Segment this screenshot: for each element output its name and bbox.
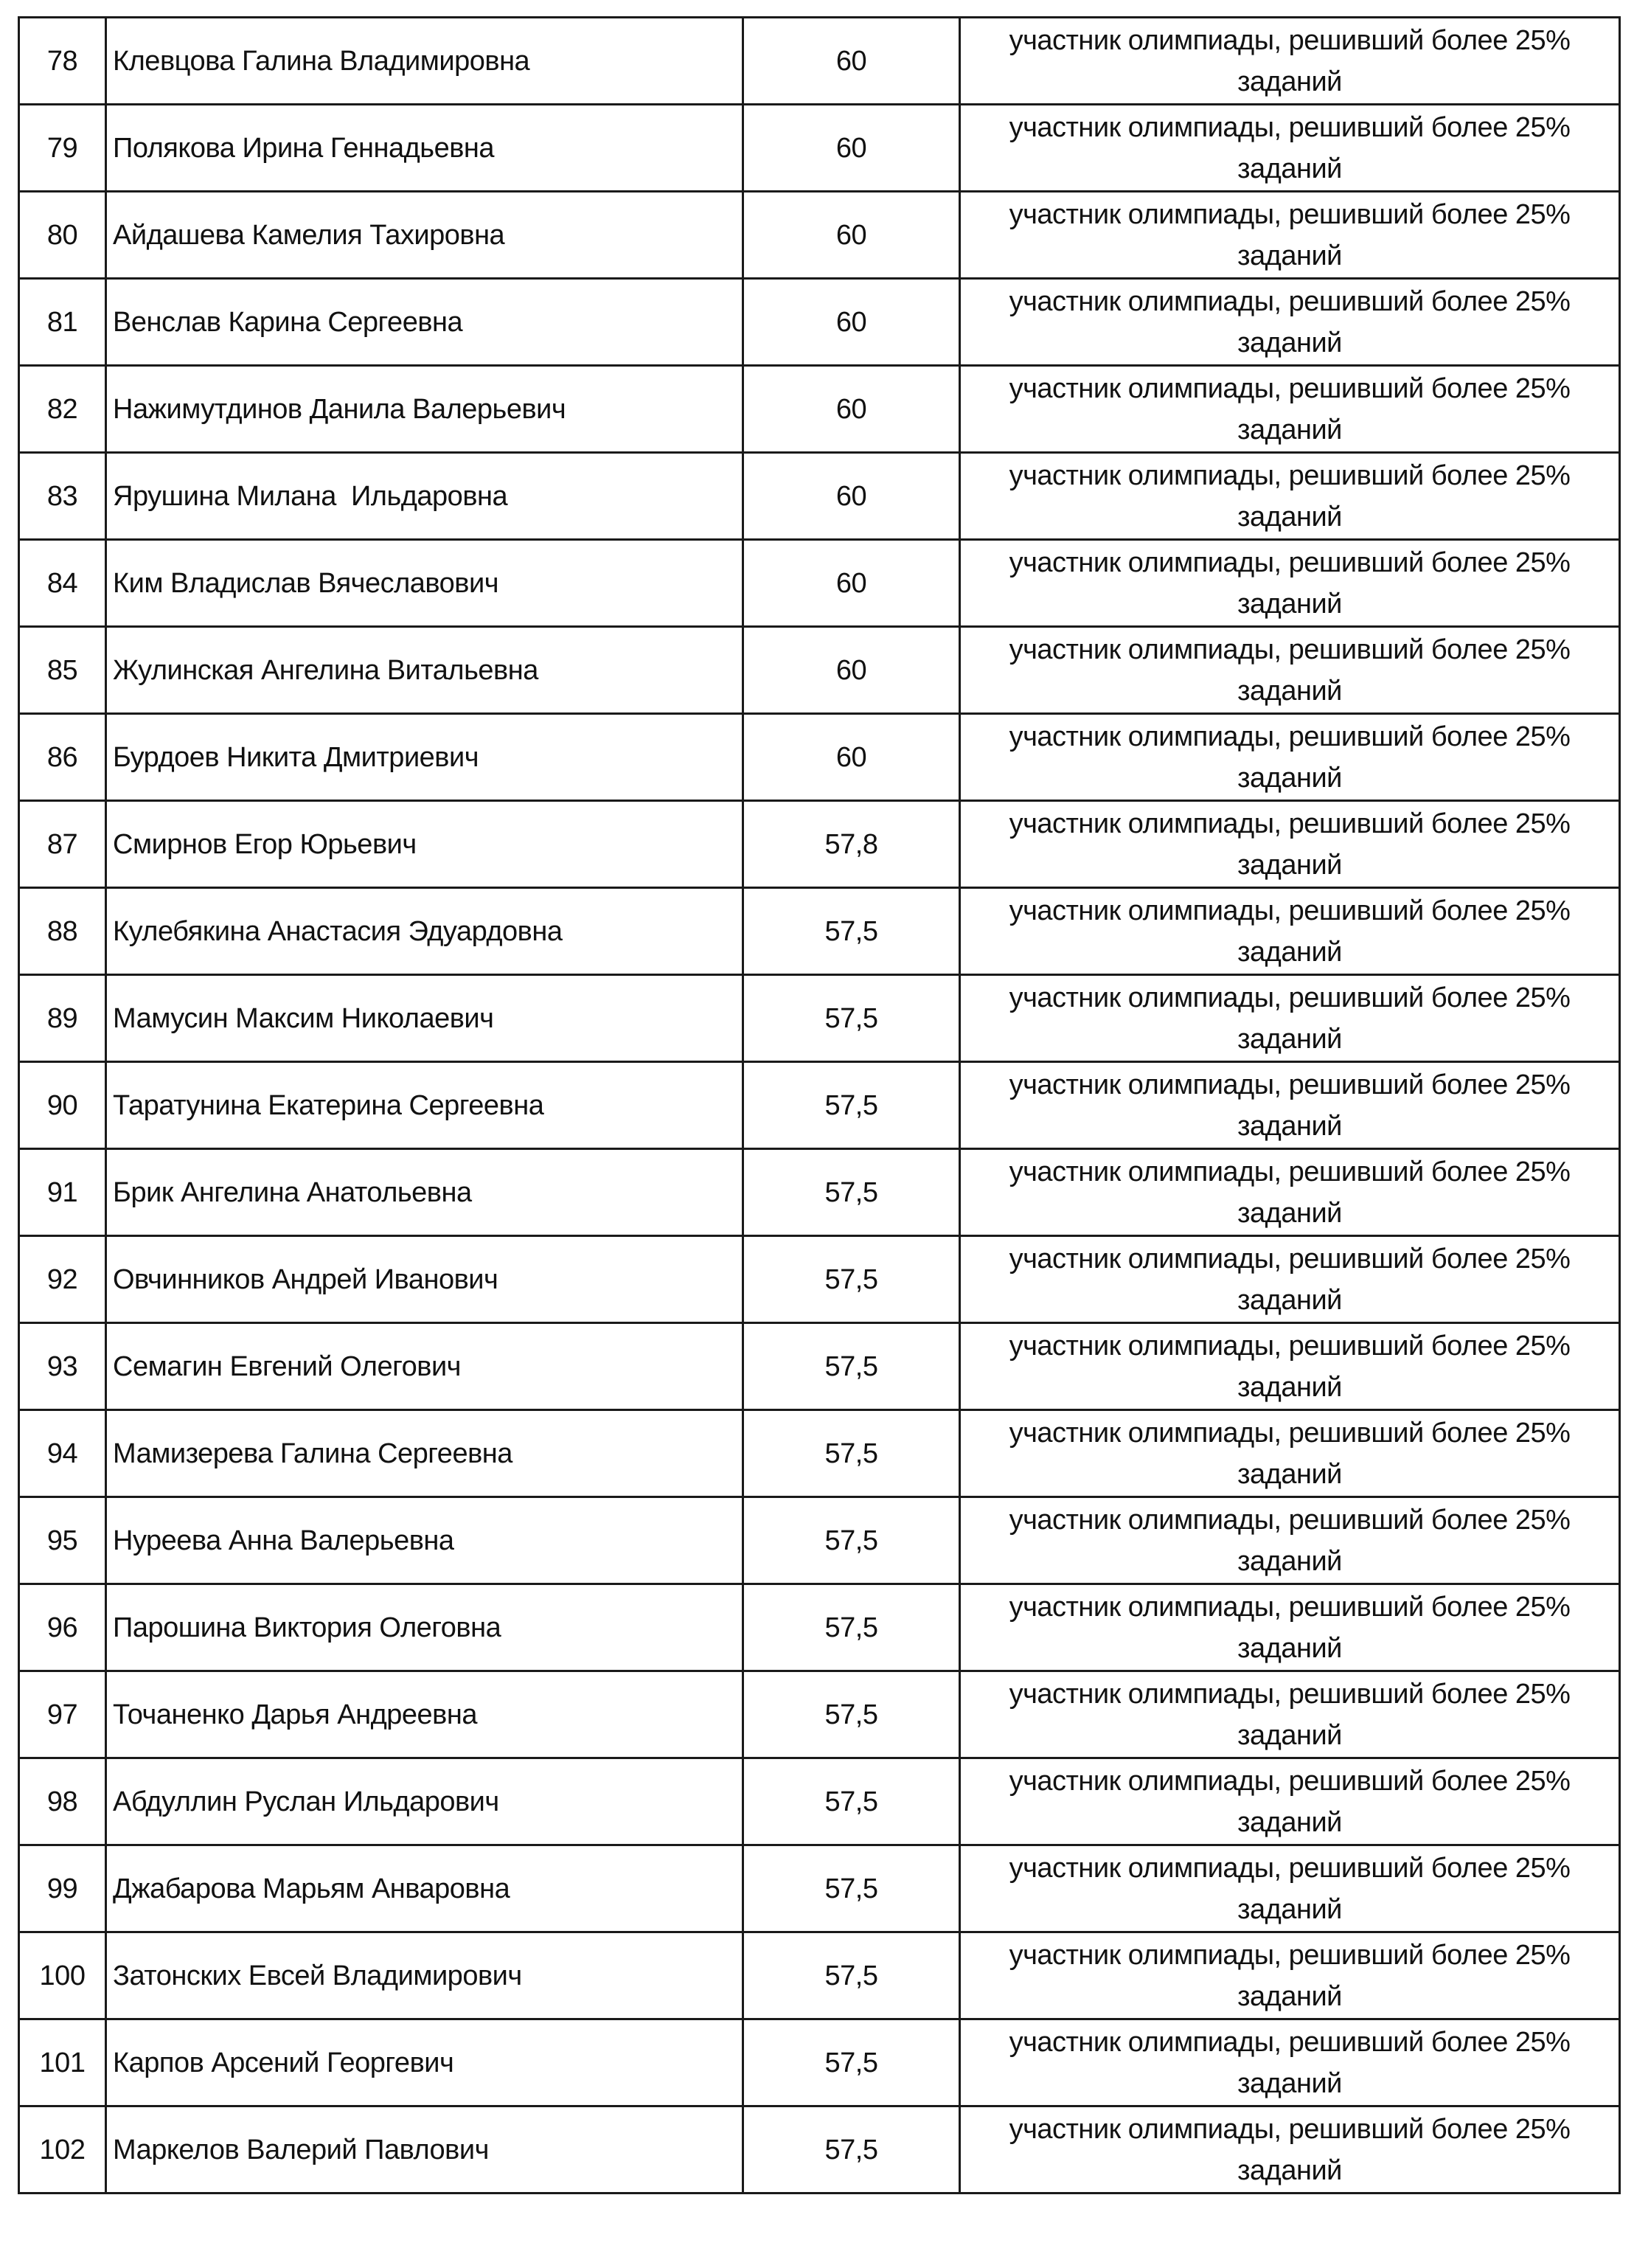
status-line-1: участник олимпиады, решивший более 25% xyxy=(1009,1591,1571,1623)
participant-name: Мамусин Максим Николаевич xyxy=(106,975,743,1062)
status-line-2: заданий xyxy=(1237,1893,1342,1925)
status-line-2: заданий xyxy=(1237,849,1342,881)
row-number: 82 xyxy=(19,366,106,453)
participant-score: 57,5 xyxy=(743,1845,960,1932)
participant-score: 57,5 xyxy=(743,975,960,1062)
table-row xyxy=(19,1584,1620,1671)
participant-score: 57,5 xyxy=(743,1323,960,1410)
participant-name: Мамизерева Галина Сергеевна xyxy=(106,1410,743,1497)
status-line-1: участник олимпиады, решивший более 25% xyxy=(1009,982,1571,1013)
status-line-1: участник олимпиады, решивший более 25% xyxy=(1009,111,1571,143)
row-number: 78 xyxy=(19,18,106,105)
status-line-2: заданий xyxy=(1237,1023,1342,1055)
status-line-1: участник олимпиады, решивший более 25% xyxy=(1009,24,1571,56)
participant-name: Таратунина Екатерина Сергеевна xyxy=(106,1062,743,1149)
participant-score: 57,5 xyxy=(743,1236,960,1323)
status-line-1: участник олимпиады, решивший более 25% xyxy=(1009,1678,1571,1710)
participant-name: Парошина Виктория Олеговна xyxy=(106,1584,743,1671)
status-line-2: заданий xyxy=(1237,327,1342,358)
status-line-1: участник олимпиады, решивший более 25% xyxy=(1009,1417,1571,1449)
participant-name: Смирнов Егор Юрьевич xyxy=(106,801,743,888)
status-line-2: заданий xyxy=(1237,936,1342,968)
status-line-1: участник олимпиады, решивший более 25% xyxy=(1009,460,1571,491)
status-line-2: заданий xyxy=(1237,1545,1342,1577)
table-row xyxy=(19,1497,1620,1584)
status-line-1: участник олимпиады, решивший более 25% xyxy=(1009,1765,1571,1797)
participant-name: Бурдоев Никита Дмитриевич xyxy=(106,714,743,801)
participant-status xyxy=(960,2106,1620,2194)
table-row xyxy=(19,975,1620,1062)
status-line-1: участник олимпиады, решивший более 25% xyxy=(1009,2113,1571,2145)
table-row xyxy=(19,714,1620,801)
participant-score: 60 xyxy=(743,627,960,714)
table-row xyxy=(19,2106,1620,2194)
row-number: 83 xyxy=(19,453,106,540)
status-line-1: участник олимпиады, решивший более 25% xyxy=(1009,372,1571,404)
status-line-2: заданий xyxy=(1237,1632,1342,1664)
participant-status xyxy=(960,192,1620,279)
participant-status xyxy=(960,366,1620,453)
row-number: 80 xyxy=(19,192,106,279)
status-line-1: участник олимпиады, решивший более 25% xyxy=(1009,1504,1571,1536)
status-line-1: участник олимпиады, решивший более 25% xyxy=(1009,285,1571,317)
participant-name: Точаненко Дарья Андреевна xyxy=(106,1671,743,1758)
status-line-2: заданий xyxy=(1237,2067,1342,2099)
status-line-2: заданий xyxy=(1237,1458,1342,1490)
participant-name: Овчинников Андрей Иванович xyxy=(106,1236,743,1323)
participant-status xyxy=(960,1149,1620,1236)
status-line-2: заданий xyxy=(1237,588,1342,620)
participant-score: 57,5 xyxy=(743,1671,960,1758)
table-row xyxy=(19,1758,1620,1845)
table-row xyxy=(19,1845,1620,1932)
status-line-2: заданий xyxy=(1237,762,1342,794)
status-line-1: участник олимпиады, решивший более 25% xyxy=(1009,1069,1571,1100)
row-number: 99 xyxy=(19,1845,106,1932)
row-number: 96 xyxy=(19,1584,106,1671)
status-line-2: заданий xyxy=(1237,2154,1342,2186)
row-number: 101 xyxy=(19,2019,106,2106)
table-row xyxy=(19,1932,1620,2019)
table-row xyxy=(19,1671,1620,1758)
participant-name: Кулебякина Анастасия Эдуардовна xyxy=(106,888,743,975)
participant-score: 60 xyxy=(743,105,960,192)
status-line-1: участник олимпиады, решивший более 25% xyxy=(1009,808,1571,839)
row-number: 90 xyxy=(19,1062,106,1149)
status-line-1: участник олимпиады, решивший более 25% xyxy=(1009,198,1571,230)
participant-name: Брик Ангелина Анатольевна xyxy=(106,1149,743,1236)
participant-status xyxy=(960,1584,1620,1671)
status-line-2: заданий xyxy=(1237,66,1342,97)
status-line-1: участник олимпиады, решивший более 25% xyxy=(1009,895,1571,926)
row-number: 86 xyxy=(19,714,106,801)
participant-name: Карпов Арсений Георгевич xyxy=(106,2019,743,2106)
participant-status xyxy=(960,1671,1620,1758)
participant-name: Нажимутдинов Данила Валерьевич xyxy=(106,366,743,453)
row-number: 87 xyxy=(19,801,106,888)
table-row xyxy=(19,18,1620,105)
participant-score: 57,8 xyxy=(743,801,960,888)
status-line-2: заданий xyxy=(1237,240,1342,271)
participant-score: 60 xyxy=(743,714,960,801)
status-line-2: заданий xyxy=(1237,1197,1342,1229)
participant-score: 57,5 xyxy=(743,1497,960,1584)
participant-name: Ким Владислав Вячеславович xyxy=(106,540,743,627)
participant-name: Затонских Евсей Владимирович xyxy=(106,1932,743,2019)
row-number: 94 xyxy=(19,1410,106,1497)
table-row xyxy=(19,888,1620,975)
row-number: 95 xyxy=(19,1497,106,1584)
row-number: 100 xyxy=(19,1932,106,2019)
participant-status xyxy=(960,975,1620,1062)
table-row xyxy=(19,105,1620,192)
participant-score: 57,5 xyxy=(743,888,960,975)
participant-name: Нуреева Анна Валерьевна xyxy=(106,1497,743,1584)
status-line-2: заданий xyxy=(1237,1371,1342,1403)
participant-status xyxy=(960,714,1620,801)
participant-score: 57,5 xyxy=(743,1062,960,1149)
participant-score: 57,5 xyxy=(743,2106,960,2194)
participant-status xyxy=(960,453,1620,540)
status-line-1: участник олимпиады, решивший более 25% xyxy=(1009,547,1571,578)
row-number: 98 xyxy=(19,1758,106,1845)
participant-score: 57,5 xyxy=(743,1584,960,1671)
participant-name: Венслав Карина Сергеевна xyxy=(106,279,743,366)
table-row xyxy=(19,2019,1620,2106)
participant-status xyxy=(960,1062,1620,1149)
participant-name: Айдашева Камелия Тахировна xyxy=(106,192,743,279)
row-number: 88 xyxy=(19,888,106,975)
status-line-1: участник олимпиады, решивший более 25% xyxy=(1009,1939,1571,1971)
participant-status xyxy=(960,1410,1620,1497)
status-line-2: заданий xyxy=(1237,1980,1342,2012)
participant-status xyxy=(960,1758,1620,1845)
row-number: 92 xyxy=(19,1236,106,1323)
participant-status xyxy=(960,627,1620,714)
row-number: 93 xyxy=(19,1323,106,1410)
participant-score: 60 xyxy=(743,453,960,540)
participant-name: Ярушина Милана Ильдаровна xyxy=(106,453,743,540)
row-number: 97 xyxy=(19,1671,106,1758)
participant-name: Джабарова Марьям Анваровна xyxy=(106,1845,743,1932)
participant-status xyxy=(960,105,1620,192)
participant-status xyxy=(960,1236,1620,1323)
table-row xyxy=(19,627,1620,714)
participant-name: Полякова Ирина Геннадьевна xyxy=(106,105,743,192)
row-number: 81 xyxy=(19,279,106,366)
table-row xyxy=(19,453,1620,540)
participant-score: 60 xyxy=(743,279,960,366)
row-number: 84 xyxy=(19,540,106,627)
participant-name: Семагин Евгений Олегович xyxy=(106,1323,743,1410)
participant-status xyxy=(960,279,1620,366)
document-page xyxy=(18,16,1619,2194)
status-line-1: участник олимпиады, решивший более 25% xyxy=(1009,634,1571,665)
participant-name: Клевцова Галина Владимировна xyxy=(106,18,743,105)
row-number: 102 xyxy=(19,2106,106,2194)
table-row xyxy=(19,1236,1620,1323)
table-row xyxy=(19,279,1620,366)
participant-status xyxy=(960,1323,1620,1410)
participant-score: 57,5 xyxy=(743,1932,960,2019)
results-table-body xyxy=(19,18,1620,2194)
participant-score: 60 xyxy=(743,366,960,453)
participant-score: 60 xyxy=(743,18,960,105)
table-row xyxy=(19,1062,1620,1149)
status-line-2: заданий xyxy=(1237,414,1342,445)
row-number: 85 xyxy=(19,627,106,714)
participant-status xyxy=(960,1845,1620,1932)
participant-status xyxy=(960,18,1620,105)
status-line-2: заданий xyxy=(1237,1806,1342,1838)
results-table xyxy=(18,16,1621,2194)
status-line-2: заданий xyxy=(1237,153,1342,184)
participant-name: Маркелов Валерий Павлович xyxy=(106,2106,743,2194)
participant-score: 57,5 xyxy=(743,1149,960,1236)
status-line-1: участник олимпиады, решивший более 25% xyxy=(1009,1243,1571,1275)
table-row xyxy=(19,1149,1620,1236)
participant-name: Абдуллин Руслан Ильдарович xyxy=(106,1758,743,1845)
participant-score: 57,5 xyxy=(743,2019,960,2106)
status-line-2: заданий xyxy=(1237,1110,1342,1142)
row-number: 89 xyxy=(19,975,106,1062)
participant-name: Жулинская Ангелина Витальевна xyxy=(106,627,743,714)
status-line-1: участник олимпиады, решивший более 25% xyxy=(1009,721,1571,752)
table-row xyxy=(19,1410,1620,1497)
row-number: 79 xyxy=(19,105,106,192)
participant-status xyxy=(960,1497,1620,1584)
participant-score: 57,5 xyxy=(743,1758,960,1845)
status-line-2: заданий xyxy=(1237,501,1342,533)
table-row xyxy=(19,801,1620,888)
status-line-1: участник олимпиады, решивший более 25% xyxy=(1009,2026,1571,2058)
status-line-1: участник олимпиады, решивший более 25% xyxy=(1009,1852,1571,1884)
participant-status xyxy=(960,2019,1620,2106)
participant-status xyxy=(960,801,1620,888)
table-row xyxy=(19,540,1620,627)
row-number: 91 xyxy=(19,1149,106,1236)
participant-status xyxy=(960,888,1620,975)
status-line-1: участник олимпиады, решивший более 25% xyxy=(1009,1330,1571,1362)
status-line-2: заданий xyxy=(1237,1719,1342,1751)
table-row xyxy=(19,192,1620,279)
table-row xyxy=(19,366,1620,453)
participant-score: 60 xyxy=(743,540,960,627)
participant-status xyxy=(960,1932,1620,2019)
status-line-2: заданий xyxy=(1237,1284,1342,1316)
participant-status xyxy=(960,540,1620,627)
participant-score: 57,5 xyxy=(743,1410,960,1497)
participant-score: 60 xyxy=(743,192,960,279)
status-line-1: участник олимпиады, решивший более 25% xyxy=(1009,1156,1571,1187)
table-row xyxy=(19,1323,1620,1410)
status-line-2: заданий xyxy=(1237,675,1342,707)
